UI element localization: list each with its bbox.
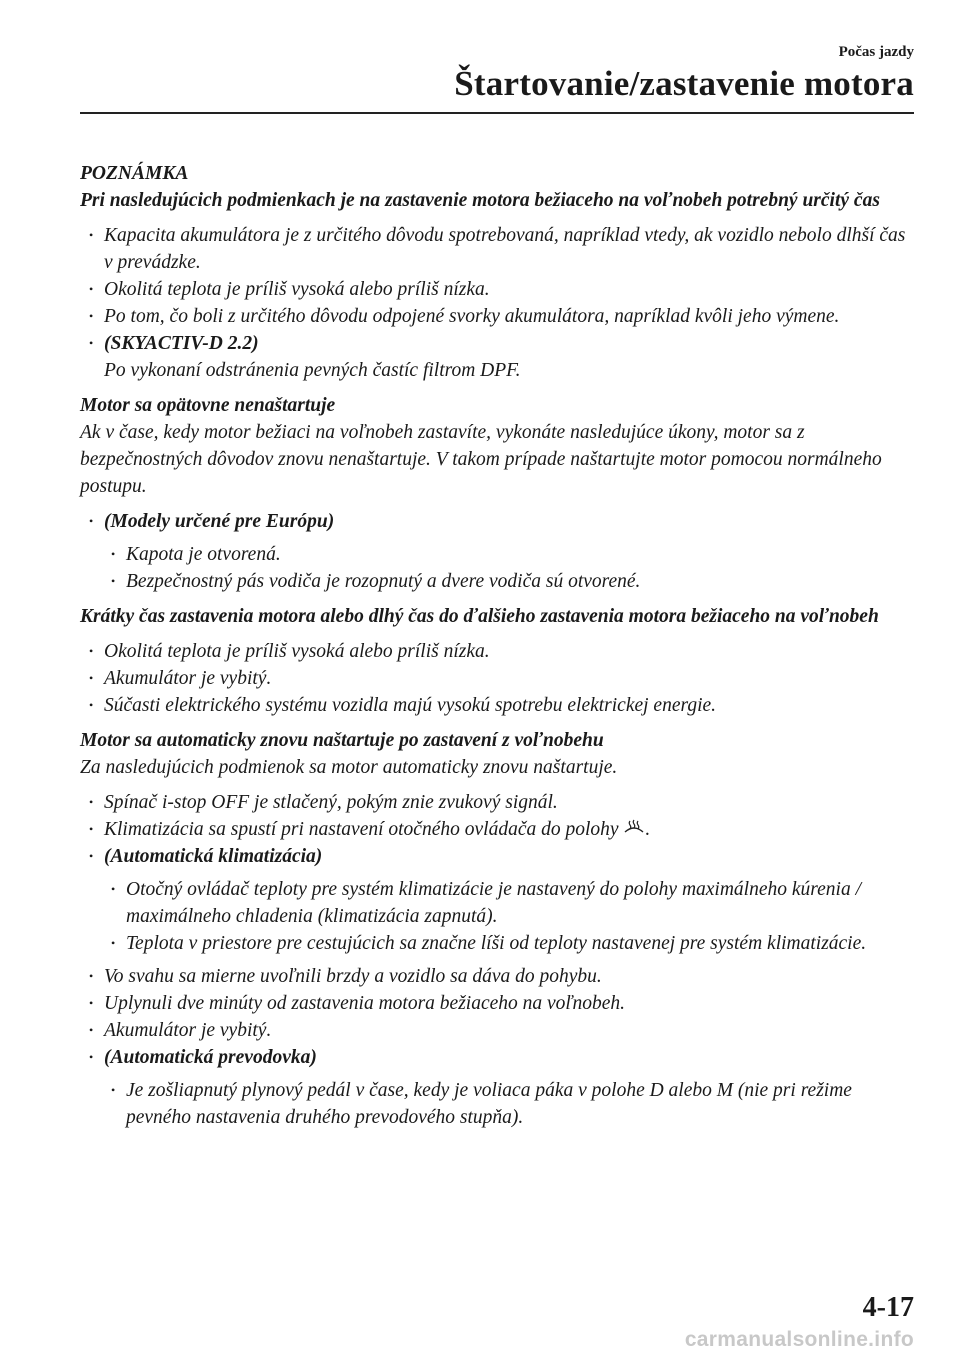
page-title: Štartovanie/zastavenie motora bbox=[454, 64, 914, 103]
defroster-text: Klimatizácia sa spustí pri nastavení otočného ovládača do polohy bbox=[104, 819, 619, 840]
page-number: 4-17 bbox=[862, 1292, 914, 1323]
short-stop-list bbox=[80, 638, 915, 719]
auto-restart-section bbox=[80, 727, 915, 1131]
transmission-label: (Automatická prevodovka) bbox=[104, 1047, 317, 1068]
climate-sub-list bbox=[80, 876, 915, 957]
list-item: • Teplota v priestore pre cestujúcich sa značne líši od teploty nastavenej pre systém klimatizácie. bbox=[80, 930, 915, 957]
section-label: Počas jazdy bbox=[838, 44, 914, 60]
short-stop-section bbox=[80, 603, 915, 719]
skyactiv-label: (SKYACTIV-D 2.2) bbox=[104, 333, 259, 354]
list-item: • Kapacita akumulátora je z určitého dôvodu spotrebovaná, napríklad vtedy, ak vozidlo nebolo dlhší čas v prevádzke. bbox=[80, 222, 915, 276]
europe-label: (Modely určené pre Európu) bbox=[104, 511, 335, 532]
note-heading: Pri nasledujúcich podmienkach je na zastavenie motora bežiaceho na voľnobeh potrebný určitý čas bbox=[80, 190, 880, 211]
section-text: Ak v čase, kedy motor bežiaci na voľnobeh zastavíte, vykonáte nasledujúce úkony, motor sa z bezpečnostných dôvodov znovu nenaštartuje. V takom prípade naštartujte motor pomocou normálneho postupu. bbox=[80, 422, 882, 497]
europe-sub-list bbox=[80, 541, 915, 595]
list-item-defroster bbox=[80, 816, 915, 843]
list-item: • Bezpečnostný pás vodiča je rozopnutý a dvere vodiča sú otvorené. bbox=[80, 568, 915, 595]
skyactiv-text: Po vykonaní odstránenia pevných častíc filtrom DPF. bbox=[104, 360, 521, 381]
section-heading: Motor sa opätovne nenaštartuje bbox=[80, 395, 336, 416]
list-item: • Spínač i-stop OFF je stlačený, pokým znie zvukový signál. bbox=[80, 789, 915, 816]
list-item: • Kapota je otvorená. bbox=[80, 541, 915, 568]
list-item: • Uplynuli dve minúty od zastavenia motora bežiaceho na voľnobeh. bbox=[80, 990, 915, 1017]
section-heading: Motor sa automaticky znovu naštartuje po zastavení z voľnobehu bbox=[80, 730, 604, 751]
list-item-transmission bbox=[80, 1044, 915, 1131]
list-item-skyactiv bbox=[80, 330, 915, 384]
list-item-europe bbox=[80, 508, 915, 595]
list-item: • Akumulátor je vybitý. bbox=[80, 665, 915, 692]
section-text: Za nasledujúcich podmienok sa motor automaticky znovu naštartuje. bbox=[80, 757, 618, 778]
list-item: • Okolitá teplota je príliš vysoká alebo príliš nízka. bbox=[80, 276, 915, 303]
note-block bbox=[80, 160, 915, 384]
section-heading: Krátky čas zastavenia motora alebo dlhý čas do ďalšieho zastavenia motora bežiaceho na voľnobeh bbox=[80, 606, 879, 627]
restart-none-section bbox=[80, 392, 915, 595]
list-item: • Vo svahu sa mierne uvoľnili brzdy a vozidlo sa dáva do pohybu. bbox=[80, 963, 915, 990]
list-item-climate bbox=[80, 843, 915, 957]
note-label: POZNÁMKA bbox=[80, 163, 189, 184]
page-content bbox=[80, 160, 915, 1139]
auto-restart-list bbox=[80, 789, 915, 1131]
climate-label: (Automatická klimatizácia) bbox=[104, 846, 323, 867]
list-item: • Po tom, čo boli z určitého dôvodu odpojené svorky akumulátora, napríklad kvôli jeho výmene. bbox=[80, 303, 915, 330]
list-item: • Súčasti elektrického systému vozidla majú vysokú spotrebu elektrickej energie. bbox=[80, 692, 915, 719]
windshield-defroster-icon bbox=[623, 818, 645, 838]
note-list bbox=[80, 222, 915, 384]
list-item: • Je zošliapnutý plynový pedál v čase, kedy je voliaca páka v polohe D alebo M (nie pri režime pevného nastavenia druhého prevodového stupňa). bbox=[80, 1077, 915, 1131]
watermark-link[interactable]: carmanualsonline.info bbox=[684, 1328, 914, 1351]
list-item: • Akumulátor je vybitý. bbox=[80, 1017, 915, 1044]
list-item: • Otočný ovládač teploty pre systém klimatizácie je nastavený do polohy maximálneho kúrenia / maximálneho chladenia (klimatizácia zapnutá). bbox=[80, 876, 915, 930]
europe-list bbox=[80, 508, 915, 595]
defroster-text-end: . bbox=[645, 819, 651, 840]
header-divider bbox=[80, 112, 914, 114]
list-item: • Okolitá teplota je príliš vysoká alebo príliš nízka. bbox=[80, 638, 915, 665]
transmission-sub-list bbox=[80, 1077, 915, 1131]
